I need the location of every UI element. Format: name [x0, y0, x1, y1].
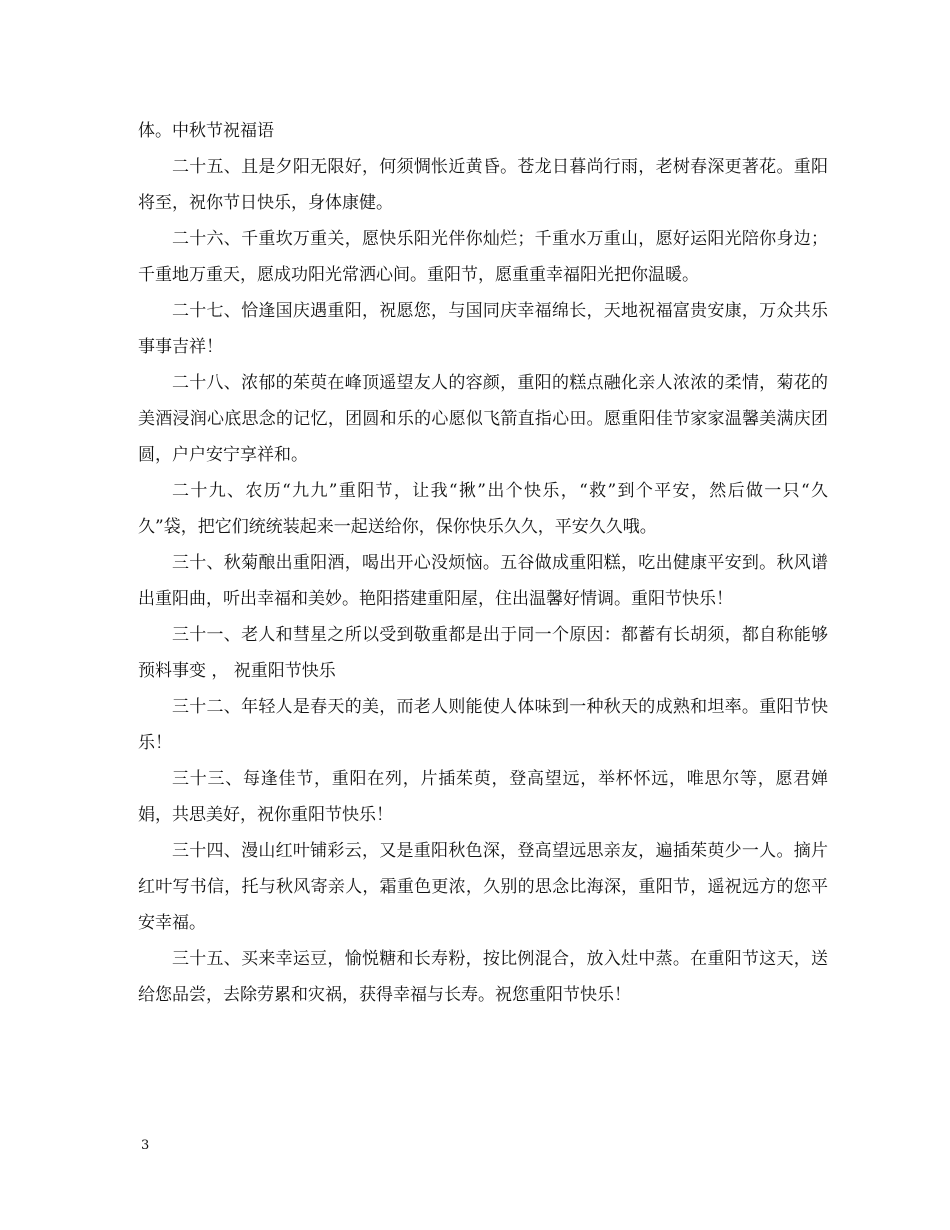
paragraph-31: 三十一、老人和彗星之所以受到敬重都是出于同一个原因：都蓄有长胡须，都自称能够预料事变 ， 祝重阳节快乐 [138, 625, 828, 681]
paragraph-29: 二十九、农历“九九”重阳节，让我“揪”出个快乐，“救”到个平安，然后做一只“久久”袋，把它们统统装起来一起送给你，保你快乐久久，平安久久哦。 [138, 481, 828, 537]
paragraph-34: 三十四、漫山红叶铺彩云，又是重阳秋色深，登高望远思亲友，遍插茱萸少一人。摘片红叶写书信，托与秋风寄亲人，霜重色更浓，久别的思念比海深，重阳节，遥祝远方的您平安幸福。 [138, 841, 828, 933]
page-number: 3 [141, 1138, 150, 1153]
paragraph-26: 二十六、千重坎万重关，愿快乐阳光伴你灿烂；千重水万重山，愿好运阳光陪你身边；千重地万重天，愿成功阳光常洒心间。重阳节，愿重重幸福阳光把你温暖。 [138, 229, 828, 285]
paragraph-33: 三十三、每逢佳节，重阳在列，片插茱萸，登高望远，举杯怀远，唯思尔等，愿君婵娟，共思美好，祝你重阳节快乐！ [138, 769, 828, 825]
paragraph-continuation: 体。中秋节祝福语 [138, 121, 274, 141]
paragraph-28: 二十八、浓郁的茱萸在峰顶遥望友人的容颜，重阳的糕点融化亲人浓浓的柔情，菊花的美酒浸润心底思念的记忆，团圆和乐的心愿似飞箭直指心田。愿重阳佳节家家温馨美满庆团圆，户户安宁享祥和。 [138, 373, 828, 465]
paragraph-27: 二十七、恰逢国庆遇重阳，祝愿您，与国同庆幸福绵长，天地祝福富贵安康，万众共乐事事吉祥！ [138, 301, 828, 357]
paragraph-25: 二十五、且是夕阳无限好，何须惆怅近黄昏。苍龙日暮尚行雨，老树春深更著花。重阳将至，祝你节日快乐，身体康健。 [138, 157, 828, 213]
paragraph-30: 三十、秋菊酿出重阳酒，喝出开心没烦恼。五谷做成重阳糕，吃出健康平安到。秋风谱出重阳曲，听出幸福和美妙。艳阳搭建重阳屋，住出温馨好情调。重阳节快乐！ [138, 553, 828, 609]
paragraph-35: 三十五、买来幸运豆，愉悦糖和长寿粉，按比例混合，放入灶中蒸。在重阳节这天，送给您品尝，去除劳累和灾祸，获得幸福与长寿。祝您重阳节快乐！ [138, 949, 828, 1005]
paragraph-32: 三十二、年轻人是春天的美，而老人则能使人体味到一种秋天的成熟和坦率。重阳节快乐！ [138, 697, 828, 753]
document-body [138, 113, 828, 1013]
